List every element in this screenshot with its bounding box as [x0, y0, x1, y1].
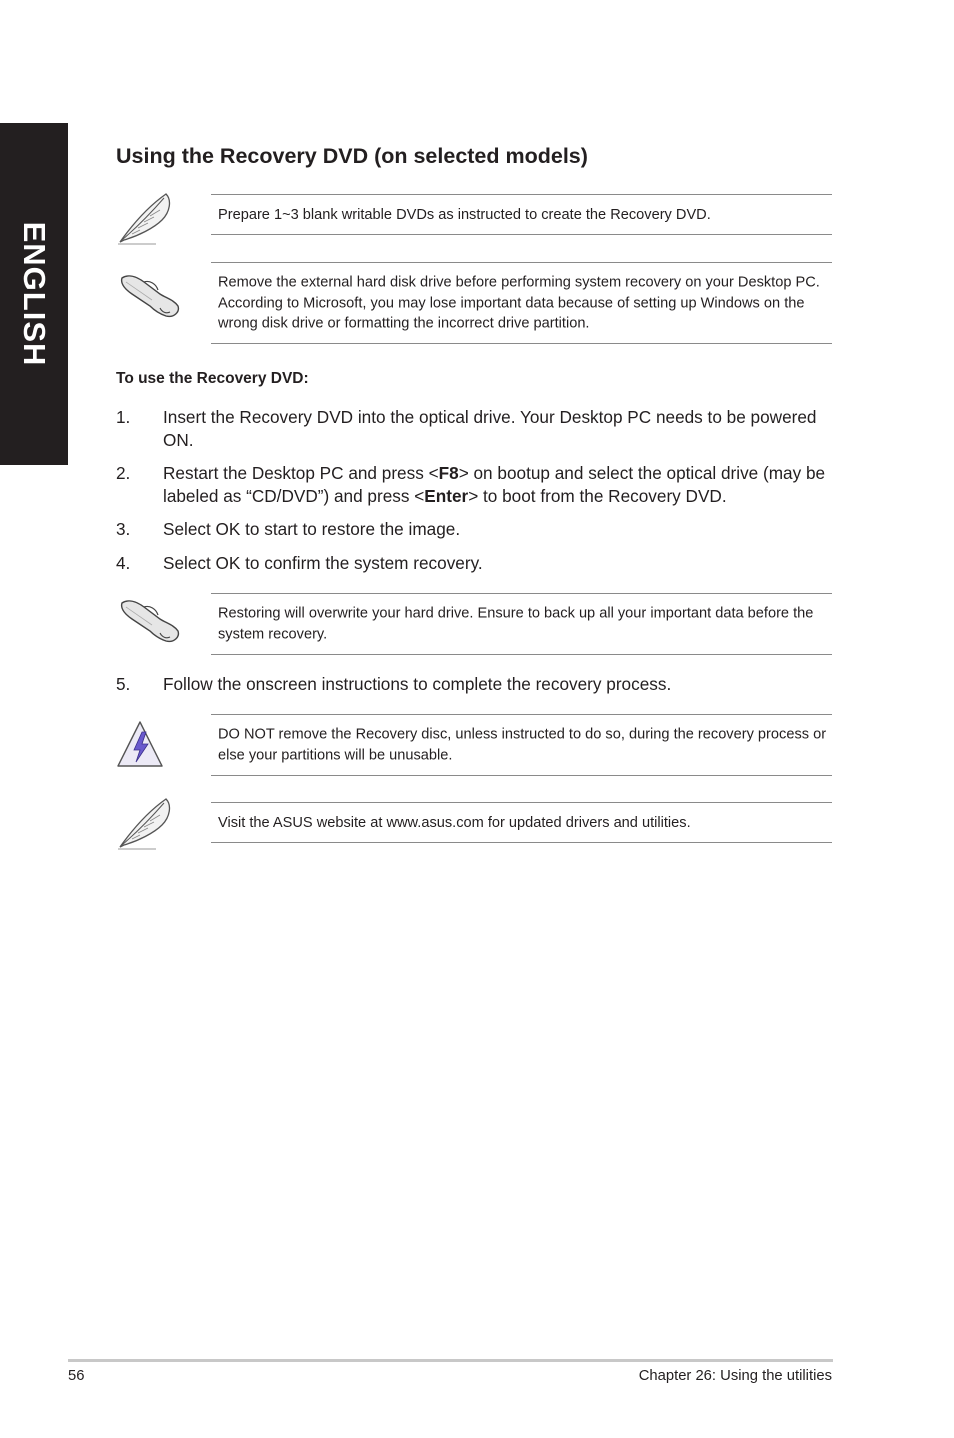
- quill-note-icon: [116, 190, 182, 246]
- note-box: [211, 194, 832, 235]
- step-number: 5.: [116, 674, 131, 694]
- note-text: DO NOT remove the Recovery disc, unless instructed to do so, during the recovery process or else your partitions will be unusable.: [218, 726, 827, 763]
- important-callout: [116, 262, 832, 344]
- note-box: [211, 262, 832, 344]
- note-box: [211, 802, 832, 843]
- note-callout: [116, 190, 832, 246]
- step-item: [116, 518, 832, 541]
- chapter-title: Chapter 26: Using the utilities: [638, 1368, 832, 1384]
- note-text: Remove the external hard disk drive before performing system recovery on your Desktop PC. According to Microsoft, you may lose important data because of setting up Windows on the wrong disk drive or formatting the incorrect drive partition.: [218, 274, 820, 332]
- page-number: 56: [68, 1368, 85, 1384]
- step-item: [116, 673, 832, 696]
- step-text: Select OK to start to restore the image.: [163, 519, 461, 539]
- key-f8: F8: [438, 463, 459, 483]
- note-text: Visit the ASUS website at www.asus.com for updated drivers and utilities.: [218, 814, 691, 831]
- warning-callout: [116, 714, 832, 776]
- step-number: 2.: [116, 463, 131, 483]
- language-side-tab: [0, 123, 68, 465]
- step-text: Restart the Desktop PC and press <F8> on bootup and select the optical drive (may be labeled as “CD/DVD”) and press <Enter> to boot from the Recovery DVD.: [163, 463, 826, 506]
- step-text: Insert the Recovery DVD into the optical drive. Your Desktop PC needs to be powered ON.: [163, 407, 817, 450]
- step-number: 3.: [116, 519, 131, 539]
- step-text: Select OK to confirm the system recovery.: [163, 553, 483, 573]
- note-box: [211, 714, 832, 776]
- step-item: [116, 462, 832, 508]
- step-item: [116, 406, 832, 452]
- quill-note-icon: [116, 795, 182, 851]
- footer-divider: [68, 1359, 833, 1362]
- step-number: 4.: [116, 553, 131, 573]
- step-text: Follow the onscreen instructions to complete the recovery process.: [163, 674, 672, 694]
- warning-bolt-icon: [116, 718, 182, 774]
- note-text: Prepare 1~3 blank writable DVDs as instructed to create the Recovery DVD.: [218, 206, 711, 223]
- key-enter: Enter: [424, 486, 469, 506]
- note-text: Restoring will overwrite your hard drive. Ensure to back up all your important data before the system recovery.: [218, 605, 814, 642]
- language-tab-label: ENGLISH: [17, 221, 52, 367]
- step-item: [116, 552, 832, 575]
- important-callout: [116, 593, 832, 655]
- section-title: Using the Recovery DVD (on selected models): [116, 144, 588, 168]
- note-callout: [116, 795, 832, 851]
- hand-important-icon: [116, 593, 182, 649]
- step-number: 1.: [116, 407, 131, 427]
- procedure-heading: To use the Recovery DVD:: [116, 370, 309, 387]
- hand-important-icon: [116, 268, 182, 324]
- note-box: [211, 593, 832, 655]
